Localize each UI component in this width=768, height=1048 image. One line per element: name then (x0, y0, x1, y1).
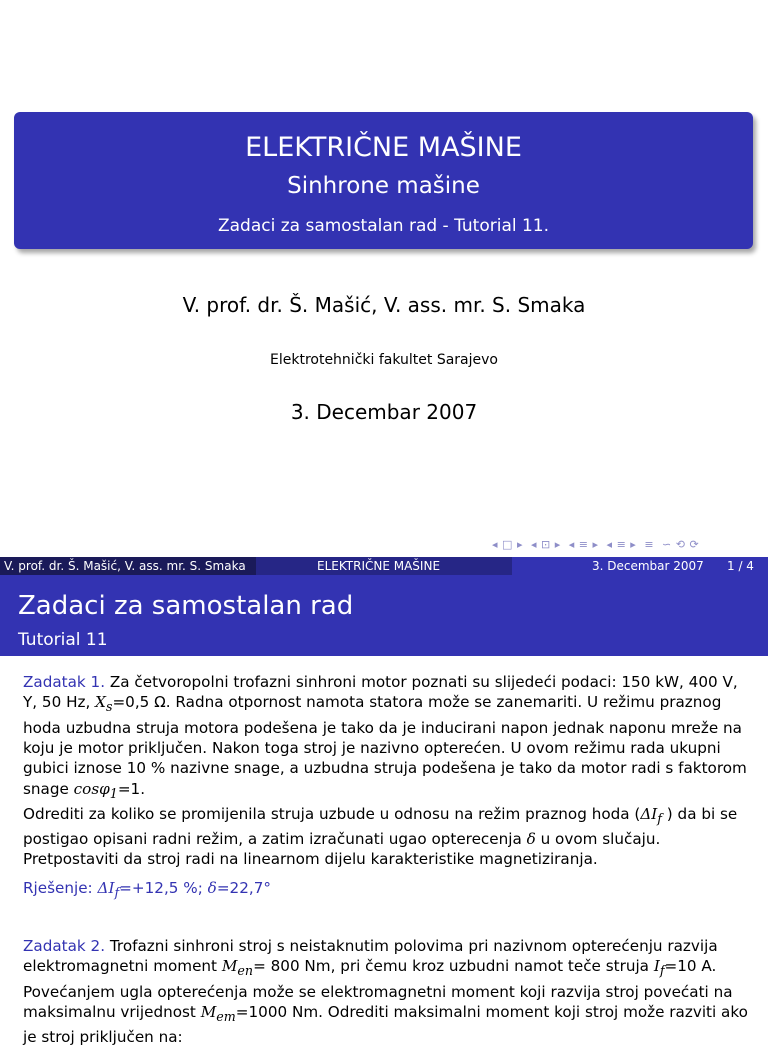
zadatak-1 (23, 672, 751, 804)
nav-next-frame-icon[interactable]: ▸ (516, 538, 523, 551)
institute: Elektrotehnički fakultet Sarajevo (270, 352, 498, 368)
nav-prev-subsection-icon[interactable]: ◂ (530, 538, 537, 551)
main-title: ELEKTRIČNE MAŠINE (245, 132, 522, 163)
nav-forward-icon[interactable]: ⟳ (689, 538, 700, 551)
zadatak-2-label: Zadatak 2. (23, 937, 106, 956)
men-symbol: $M_{en}$ (221, 957, 254, 979)
zadatak-1-text: =1. (117, 779, 146, 798)
nav-doc-icon[interactable]: ≡ (616, 538, 627, 551)
if-symbol: $I_f$ (653, 957, 665, 979)
beamer-navigation[interactable] (492, 538, 703, 551)
delta-if-symbol: $\Delta I_f$ (640, 804, 662, 826)
footer-title-segment (256, 557, 512, 575)
nav-frame-icon[interactable]: □ (502, 538, 513, 551)
nav-prev-doc-icon[interactable]: ◂ (606, 538, 613, 551)
authors: V. prof. dr. Š. Mašić, V. ass. mr. S. Smaka (182, 293, 586, 317)
nav-section-icon[interactable]: ≡ (578, 538, 589, 551)
nav-prev-section-icon[interactable]: ◂ (568, 538, 575, 551)
date: 3. Decembar 2007 (290, 400, 478, 424)
cos-phi-symbol: cosφ$_1$ (73, 779, 118, 801)
subtitle-tutorial: Zadaci za samostalan rad - Tutorial 11. (217, 216, 550, 236)
frame-subtitle: Tutorial 11 (18, 630, 108, 650)
zadatak-1-label: Zadatak 1. (23, 673, 106, 691)
zadatak-1-text: Za četvoropolni trofazni sinhroni motor poznati su slijedeći podaci: 150 kW, 400 V, Y, 50 Hz, (23, 673, 738, 712)
footer-authors-segment (0, 557, 256, 575)
nav-back-icon[interactable]: ⟲ (675, 538, 686, 551)
nav-subsection-icon[interactable]: ⊡ (541, 538, 551, 551)
zadatak-2: Zadatak 2. Trofazni sinhroni stroj s neistaknutim polovima pri nazivnom opterećenju razvija elektromagnetni moment $M_{en}= 800$ Nm, pri čemu kroz uzbudni namot teče struja $I_f=10$ A. Povećanjem ugla opterećenja može se elektromagnetni moment koji razvija stroj povećati na maksimalnu vrijednost $M_{em}=1000$ Nm. Odrediti maksimalni moment koji stroj može razviti ako je stroj priključen na: (23, 937, 748, 1047)
zadatak-1-text: =0,5 Ω. Radna otpornost namota statora može se zanemariti. U režimu praznog hoda uzbudna struja motora podešena je tako da je inducirani napon jednak naponu mreže na koju je motor priključen. Nakon toga stroj je nazivno opterećen. U ovom režimu rada ukupni gubici iznose 10 % nazivne snage, a uzbudna struja podešena je tako da motor radi s faktorom snage (23, 693, 747, 798)
nav-prev-frame-icon[interactable]: ◂ (492, 538, 499, 551)
nav-next-section-icon[interactable]: ▸ (592, 538, 599, 551)
rjesenje: Rješenje: $\Delta I_f=+12,5$ %; δ=22,7° (23, 878, 271, 900)
zadatak-1-assumption: Pretpostaviti da stroj radi na linearnom dijelu karakteristike magnetiziranja. (23, 850, 598, 869)
delta-symbol: δ (526, 830, 536, 849)
frame-content (23, 672, 751, 1048)
frame-title-bar (0, 575, 768, 656)
nav-search-icon[interactable]: ∽ (662, 538, 672, 551)
rjesenje-label: Rješenje: (23, 878, 98, 897)
subtitle: Sinhrone mašine (287, 173, 480, 199)
footer-date-segment (512, 557, 768, 575)
zadatak-1-task: Odrediti za koliko se promijenila struja uzbude u odnosu na režim praznog hoda ($\Delta I_f$ ) da bi se postigao opisani radni režim, a zatim izračunati ugao opterecenja δ u ovom slučaju. (23, 804, 738, 849)
nav-align-icon[interactable]: ≡ (644, 538, 655, 551)
footer-page-number: 1 / 4 (727, 559, 754, 573)
nav-next-subsection-icon[interactable]: ▸ (554, 538, 561, 551)
frame-title: Zadaci za samostalan rad (18, 591, 354, 621)
footer-date: 3. Decembar 2007 (592, 559, 704, 573)
nav-next-doc-icon[interactable]: ▸ (630, 538, 637, 551)
title-box (14, 112, 753, 249)
footline (0, 557, 768, 575)
footer-title: ELEKTRIČNE MAŠINE (317, 559, 441, 573)
footer-authors: V. prof. dr. Š. Mašić, V. ass. mr. S. Smaka (4, 559, 246, 573)
mem-symbol: $M_{em}$ (200, 1003, 236, 1025)
xs-symbol: $X_s$ (95, 693, 113, 715)
